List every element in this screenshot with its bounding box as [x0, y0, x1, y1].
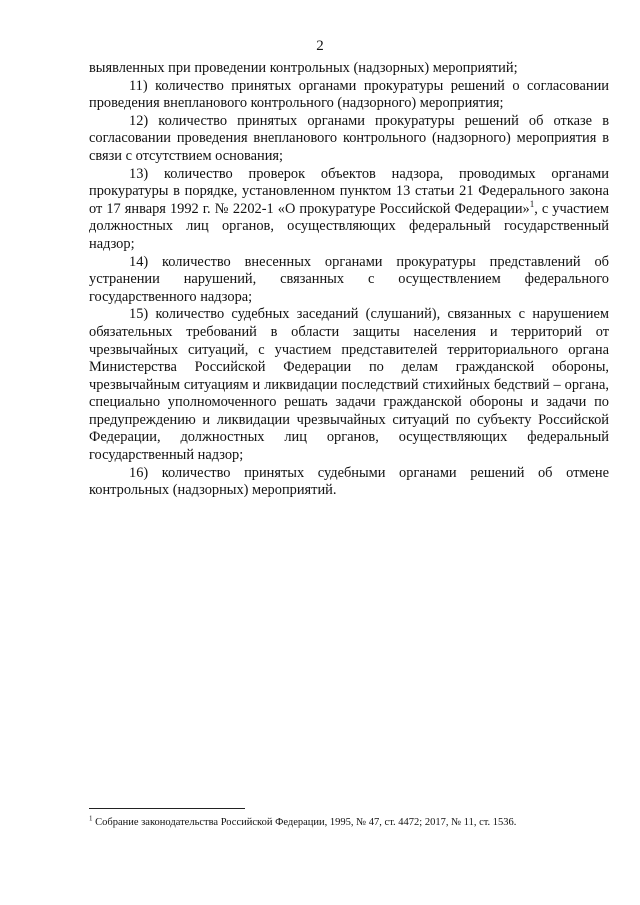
footnote-reference: 1: [529, 198, 535, 209]
paragraph-item-15: 15) количество судебных заседаний (слушаний), связанных с нарушением обязательных требований в области защиты населения и территорий от чрезвычайных ситуаций, с участием представителей территориального органа Министерства Российской Федерации по делам гражданской обороны, чрезвычайным ситуациям и ликвидации последствий стихийных бедствий – органа, специально уполномоченного решать задачи гражданской обороны и задачи по предупреждению и ликвидации чрезвычайных ситуаций по субъекту Российской Федерации, должностных лиц органов, осуществляющих федеральный государственный надзор;: [89, 306, 609, 464]
document-body: [89, 60, 609, 500]
footnote-mark: 1: [89, 814, 93, 823]
page-number: 2: [316, 38, 324, 54]
paragraph-item-13-text-continued: , с участием должностных лиц органов, осуществляющих федеральный государственный надзор;: [89, 200, 609, 252]
paragraph-continuation: выявленных при проведении контрольных (надзорных) мероприятий;: [89, 60, 518, 76]
paragraph-item-16: 16) количество принятых судебными органами решений об отмене контрольных (надзорных) мероприятий.: [89, 464, 609, 499]
paragraph-item-13: [89, 166, 609, 254]
paragraph-item-12: 12) количество принятых органами прокуратуры решений об отказе в согласовании проведения внепланового контрольного (надзорного) мероприятия в связи с отсутствием основания;: [89, 112, 609, 164]
footnote-text: Собрание законодательства Российской Федерации, 1995, № 47, ст. 4472; 2017, № 11, ст. 1536.: [92, 817, 517, 828]
paragraph-item-11: 11) количество принятых органами прокуратуры решений о согласовании проведения внепланового контрольного (надзорного) мероприятия;: [89, 77, 609, 112]
paragraph-item-14: 14) количество внесенных органами прокуратуры представлений об устранении нарушений, связанных с осуществлением федерального государственного надзора;: [89, 253, 609, 305]
footnote-separator: [89, 808, 245, 809]
paragraph-item-13-text: 13) количество проверок объектов надзора, проводимых органами прокуратуры в порядке, установленном пунктом 13 статьи 21 Федерального закона от 17 января 1992 г. № 2202-1 «О прокуратуре Российской Федерации»: [89, 165, 609, 217]
footnote: [89, 816, 619, 829]
